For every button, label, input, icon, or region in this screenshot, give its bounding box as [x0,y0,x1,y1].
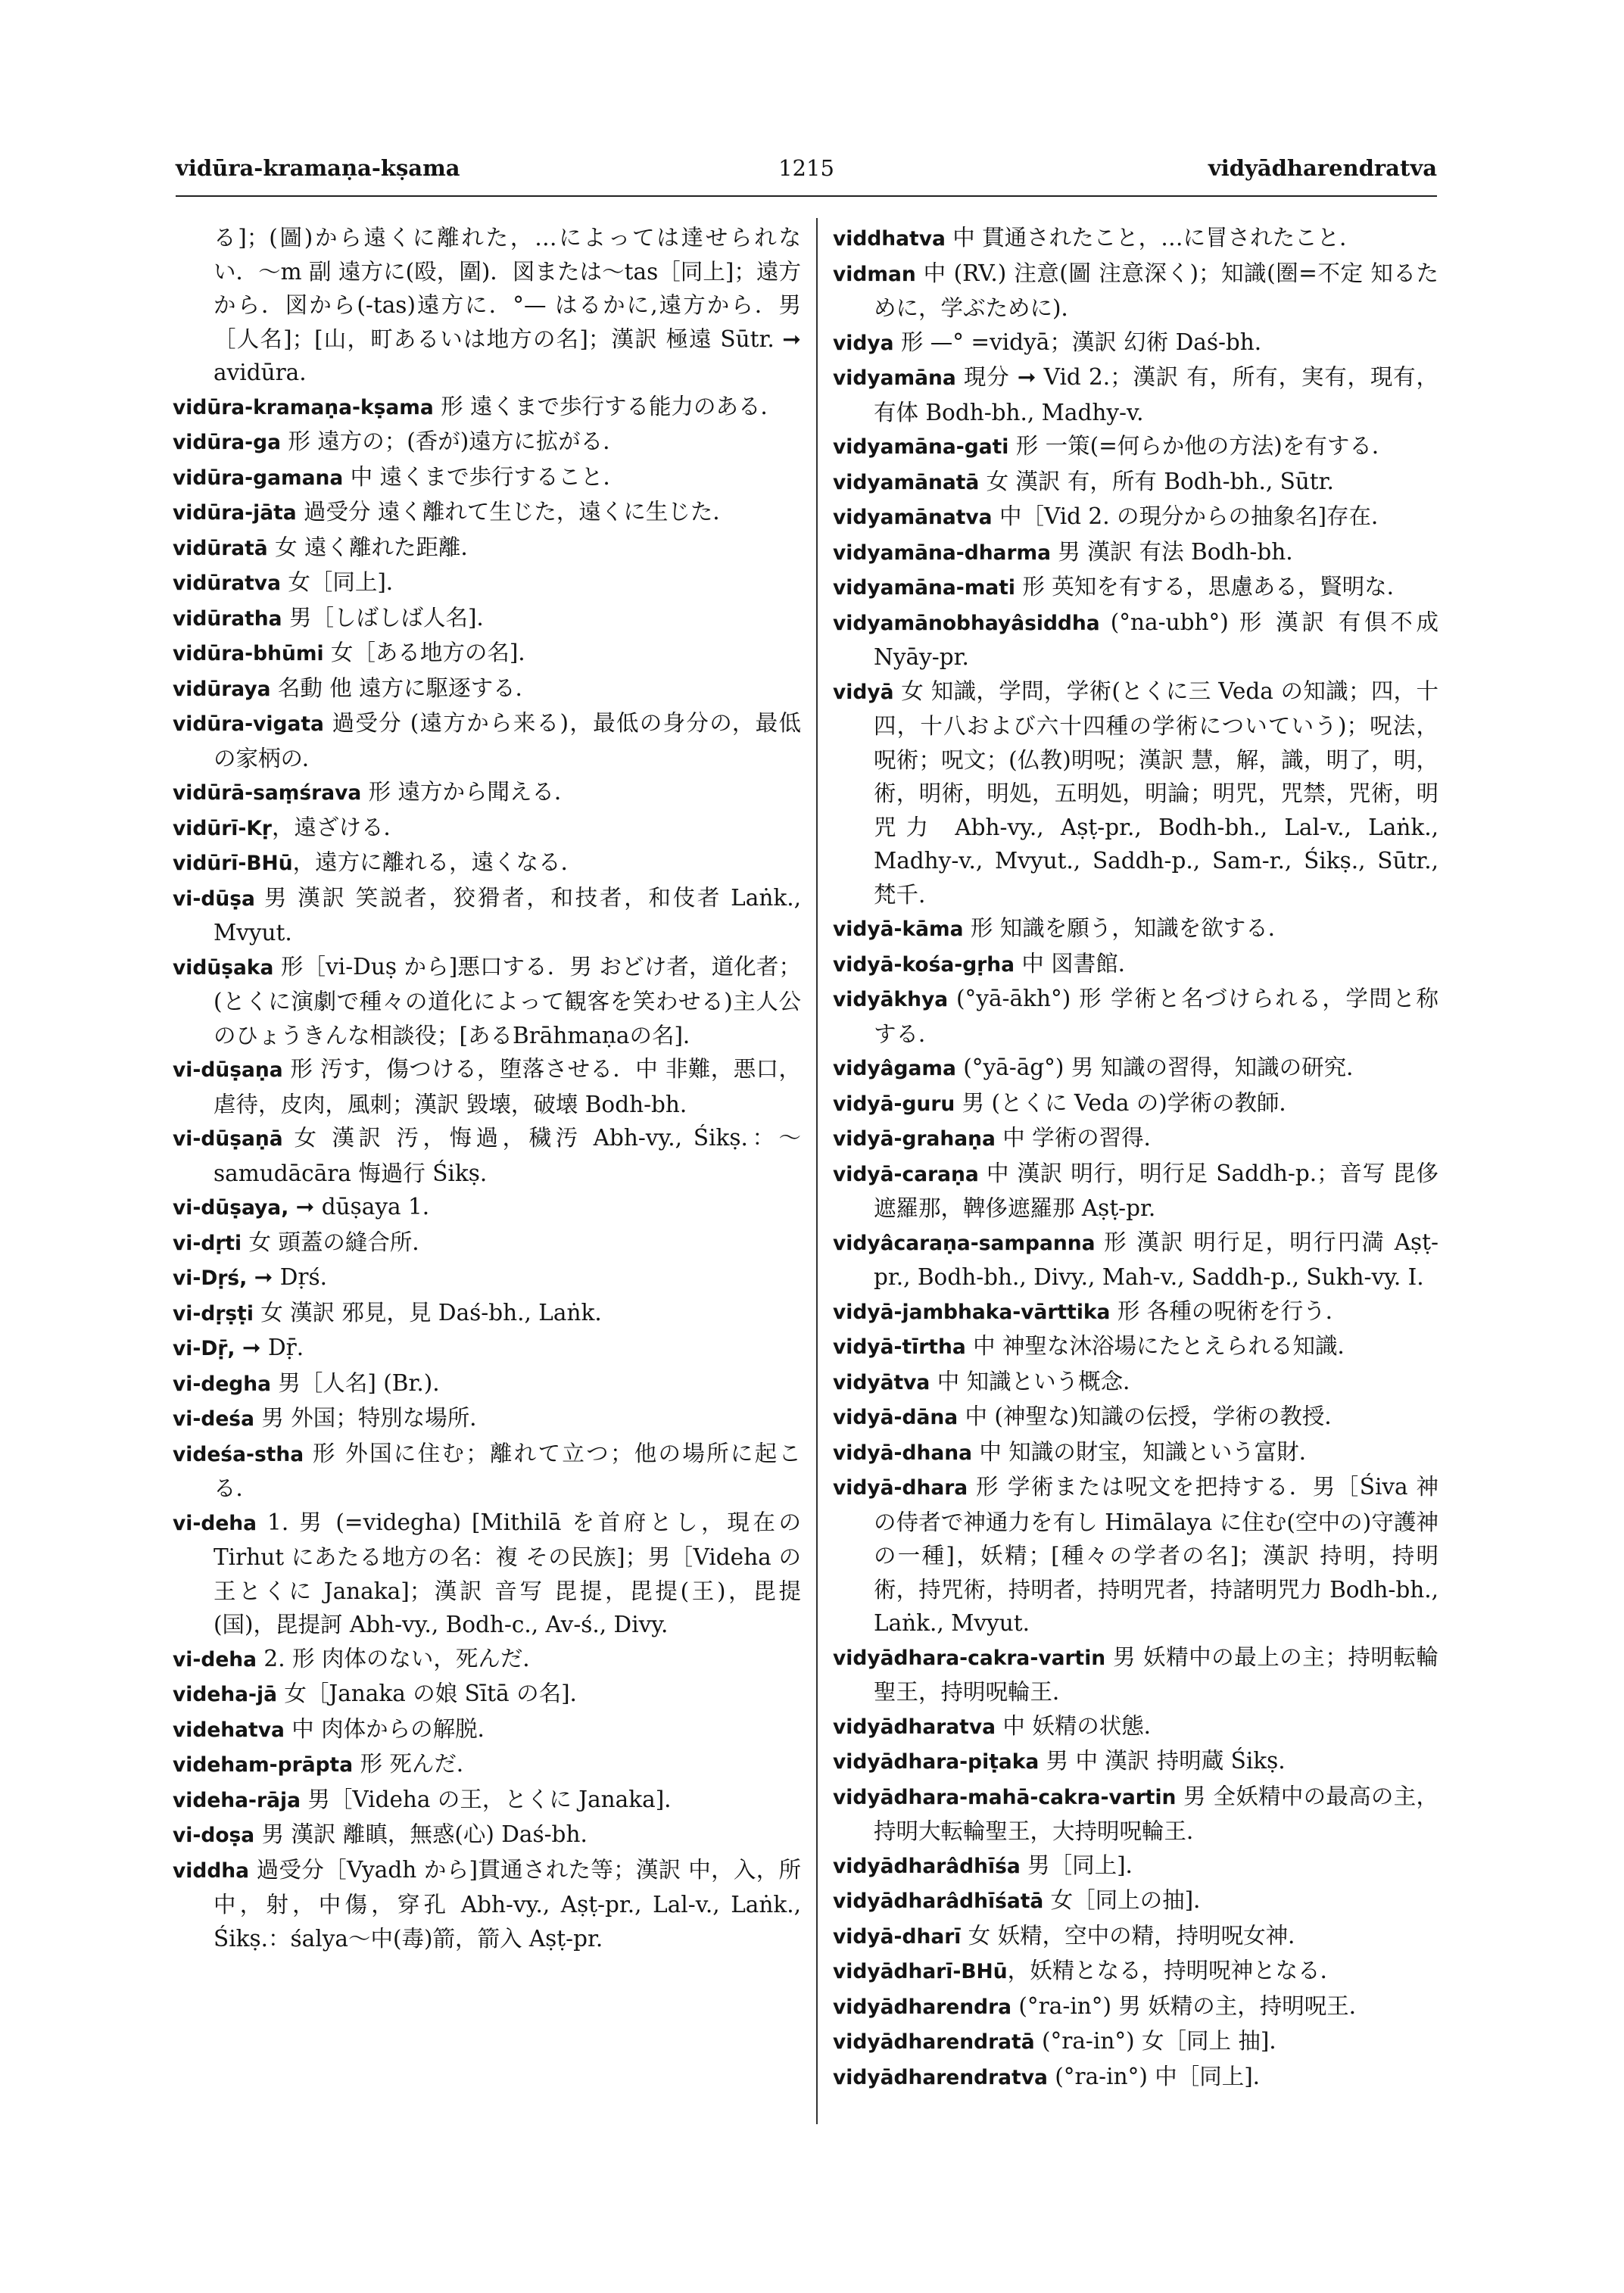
dictionary-entry [173,881,801,950]
entry-headword: vi-dūṣaṇa [173,1058,283,1082]
entry-headword: vidūratha [173,606,282,631]
entry-headword: vidyamāna-gati [833,435,1009,459]
entry-definition: 中 (RV.) 注意(圖 注意深く)；知識(圏=不定 知るために，学ぶために)． [874,260,1439,321]
entry-headword: vi-dṛṣṭi [173,1301,254,1326]
entry-headword: vidyamānobhayâsiddha [833,611,1100,635]
dictionary-entry [833,675,1439,912]
entry-definition: 形 遠くまで歩行する能力のある． [433,393,783,419]
dictionary-entry [173,1783,801,1818]
entry-headword: vi-Dṛś, [173,1266,248,1290]
entry-headword: videham-prāpta [173,1753,354,1777]
dictionary-entry [833,1157,1439,1226]
entry-headword: vidyā-guru [833,1092,955,1116]
entry-headword: vidyādharendra [833,1995,1012,2019]
entry-headword: vidyā-dharī [833,1924,962,1949]
dictionary-entry [833,1400,1439,1435]
entry-definition: 過受分 遠く離れて生じた，遠くに生じた． [296,499,735,525]
entry-headword: vidyādharatva [833,1715,996,1739]
entry-definition: 男 全妖精中の最高の主，持明大転輪聖王，大持明呪輪王． [874,1783,1439,1844]
entry-definition: 男 外国；特別な場所． [254,1405,492,1431]
dictionary-entry [833,1883,1439,1919]
entry-headword: vidyâgama [833,1057,956,1080]
entry-headword: vidyamānatva [833,506,993,529]
entry-headword: vidūra-vigata [173,712,324,736]
entry-definition: 中 知識という概念． [930,1368,1146,1394]
dictionary-entry [173,775,801,811]
entry-definition: 現分 ➞ Vid 2.；漢訳 有，所有，実有，現有，有体 Bodh-bh., Madhy-v. [874,364,1439,425]
dictionary-entry [833,360,1439,429]
entry-headword: vidūratva [173,572,281,595]
dictionary-entry [833,1470,1439,1640]
dictionary-entry [173,1677,801,1712]
entry-definition: 中 貫通されたこと，…に冒されたこと． [945,225,1362,251]
entry-headword: viddha [173,1858,250,1883]
entry-definition: ➞ dūṣaya 1. [288,1194,430,1220]
entry-definition: 形 外国に住む；離れて立つ；他の場所に起こる． [214,1440,801,1501]
dictionary-entry [173,636,801,671]
entry-headword: vi-Dṝ, [173,1337,235,1360]
entry-definition: 過受分 (遠方から来る)，最低の身分の，最低の家柄の． [214,710,801,771]
dictionary-entry [833,500,1439,535]
entry-definition: 2. 形 肉体のない，死んだ． [257,1645,545,1671]
entry-definition: 男 (とくに Veda の)学術の教師． [955,1089,1301,1116]
dictionary-entry [833,982,1439,1051]
dictionary-entry [173,425,801,460]
entry-headword: vidyātva [833,1370,930,1394]
dictionary-entry [173,495,801,531]
entry-headword: vidyā-dhara [833,1476,968,1500]
dictionary-entry [173,1366,801,1402]
entry-definition: 形［vi-Duṣ から]悪口する．男 おどけ者，道化者；(とくに演劇で種々の道化によって観客を笑わせる)主人公のひょうきんな相談役；[あるBrāhmaṇaの名]． [214,953,801,1048]
entry-definition: (°ra-in°) 中［同上]． [1047,2063,1276,2089]
dictionary-entry [173,390,801,425]
dictionary-entry [833,429,1439,465]
entry-headword: vidūrī-BHū [173,852,293,875]
dictionary-entry [833,911,1439,947]
dictionary-entry [173,1296,801,1332]
entry-headword: vi-deśa [173,1407,254,1431]
entry-headword: vidūṣaka [173,955,274,980]
entry-headword: vidyā-dāna [833,1406,959,1429]
entry-headword: vidyādharâdhīśatā [833,1890,1044,1913]
entry-definition: 形 一策(=何らか他の方法)を有する． [1008,433,1395,459]
page-header [176,155,1437,188]
dictionary-entry [173,1853,801,1956]
entry-headword: vidman [833,262,916,286]
dictionary-entry [173,706,801,775]
dictionary-entry [833,1954,1439,1989]
entry-definition: 中 (神聖な)知識の伝授，学術の教授． [958,1404,1347,1429]
entry-definition: 女 漢訳 有，所有 Bodh-bh., Sūtr. [979,468,1334,494]
dictionary-entry [833,465,1439,500]
entry-definition: (°yā-ākh°) 形 学術と名づけられる，学問と称する． [874,986,1439,1047]
dictionary-entry [833,1051,1439,1086]
entry-definition: (°ra-in°) 男 妖精の主，持明呪王． [1011,1992,1372,2019]
header-left-guide-word: vidūra-kramaṇa-kṣama [176,155,460,181]
entry-headword: vi-deha [173,1511,257,1535]
dictionary-entry [833,1989,1439,2025]
entry-definition: る]；(圖)から遠くに離れた，…によっては達せられない．〜m 副 遠方に(殴，圍)．図または〜tas［同上]；遠方から．図から(-tas)遠方に．°— はるかに,遠方から．男［人名]；[山，町あるいは地方の名]；漢訳 極遠 Sūtr. ➞ avidūra. [214,225,801,385]
entry-headword: vi-dūṣaya, [173,1196,289,1220]
entry-headword: vidūra-ga [173,431,281,454]
entry-headword: vi-doṣa [173,1824,255,1847]
entry-headword: vidyā-grahaṇa [833,1127,996,1151]
entry-definition: 女 漢訳 汚，悔過，穢汚 Abh-vy., Śikṣ.：〜samudācāra 悔過行 Śikṣ. [214,1125,801,1186]
entry-definition: 男 中 漢訳 持明蔵 Śikṣ. [1039,1748,1286,1774]
entry-definition: 男［Videha の王，とくに Janaka]． [300,1786,687,1812]
entry-definition: 中 学術の習得． [995,1125,1167,1151]
entry-definition: 中 図書館． [1015,950,1141,977]
entry-headword: vidya [833,331,894,355]
entry-headword: vidyâcaraṇa-sampanna [833,1231,1096,1255]
entry-definition: ➞ Dṛś. [247,1264,328,1290]
dictionary-entry [173,1052,801,1121]
dictionary-entry [833,221,1439,257]
dictionary-entry [173,1712,801,1748]
dictionary-entry [173,1121,801,1190]
dictionary-entry [833,1640,1439,1709]
dictionary-entry [173,531,801,566]
entry-definition: (°yā-āg°) 男 知識の習得，知識の研究． [955,1055,1369,1080]
dictionary-entry [833,570,1439,606]
entry-definition: 男［人名] (Br.). [271,1369,440,1396]
entry-headword: vidūra-bhūmi [173,642,324,665]
entry-definition: (°na-ubh°) 形 漢訳 有倶不成 Nyāy-pr. [874,609,1439,670]
dictionary-entry [173,950,801,1053]
header-right-guide-word: vidyādharendratva [1208,155,1437,181]
entry-definition: 中［Vid 2. の現分からの抽象名]存在． [992,503,1394,529]
entry-definition: 男 漢訳 笑説者，狡猾者，和技者，和伎者 Laṅk., Mvyut. [214,884,801,946]
dictionary-entry [833,1121,1439,1157]
dictionary-entry [173,221,801,390]
dictionary-entry [173,1747,801,1783]
entry-headword: vi-dūṣaṇā [173,1127,283,1151]
entry-headword: videha-rāja [173,1788,301,1812]
entry-headword: videhatva [173,1718,285,1742]
entry-headword: vidyā-kāma [833,918,964,941]
entry-headword: vidyā-kośa-gṛha [833,952,1015,977]
entry-definition: 形 —° =vidyā；漢訳 幻術 Daś-bh. [893,329,1262,355]
entry-definition: 女［同上]． [280,569,409,595]
entry-headword: vidūraya [173,677,271,701]
entry-definition: ➞ Dṝ. [235,1335,304,1360]
entry-definition: 形 遠方から聞える． [361,779,577,805]
dictionary-entry [173,565,801,601]
dictionary-entry [833,1744,1439,1780]
entry-headword: videha-jā [173,1683,278,1706]
entry-definition: 男［しばしば人名]． [282,604,499,631]
entry-definition: 中 肉体からの解脱． [284,1715,500,1742]
dictionary-entry [833,1709,1439,1745]
entry-headword: vidyamāna-dharma [833,541,1052,565]
entry-headword: vidyā-jambhaka-vārttika [833,1300,1111,1324]
entry-definition: 形 遠方の；(香が)遠方に拡がる． [281,428,625,454]
entry-definition: 中 漢訳 明行，明行足 Saddh-p.；音写 毘侈遮羅那，鞞侈遮羅那 Aṣṭ-pr. [874,1160,1439,1221]
entry-headword: vidūra-jāta [173,501,297,525]
dictionary-entry [173,1331,801,1366]
entry-headword: vidyamāna-mati [833,576,1015,600]
entry-definition: 名動 他 遠方に駆逐する． [270,675,538,701]
entry-definition: 形 漢訳 明行足，明行円満 Aṣṭ-pr., Bodh-bh., Divy., Mah-v., Saddh-p., Sukh-vy. I. [874,1229,1439,1290]
dictionary-entry [833,606,1439,675]
dictionary-entry [833,1365,1439,1400]
dictionary-entry [833,947,1439,983]
dictionary-entry [173,1226,801,1261]
entry-definition: 女［ある地方の名]． [323,640,541,665]
entry-headword: vidyādhara-mahā-cakra-vartin [833,1785,1177,1809]
entry-definition: 中 妖精の状態． [995,1712,1167,1739]
entry-headword: vidūratā [173,536,268,560]
entry-headword: vidyā-caraṇa [833,1162,979,1186]
entry-headword: videśa-stha [173,1442,304,1466]
entry-headword: vidyā [833,680,894,704]
entry-headword: vi-deha [173,1647,257,1671]
dictionary-entry [833,2024,1439,2060]
entry-headword: vidyādharâdhīśa [833,1854,1021,1878]
entry-headword: viddhatva [833,227,946,251]
entry-headword: vidyākhya [833,988,949,1011]
entry-headword: vidyamānatā [833,470,980,494]
dictionary-entry [833,1849,1439,1884]
entry-definition: 中 神聖な沐浴場にたとえられる知識． [965,1333,1360,1359]
entry-headword: vidyādharī-BHū [833,1960,1008,1983]
entry-headword: vidūra-gamana [173,466,344,490]
entry-definition: 女［同上の抽]． [1043,1887,1216,1913]
entry-definition: ，遠ざける． [271,814,406,840]
entry-definition: ，妖精となる，持明呪神となる． [1007,1958,1343,1983]
dictionary-entry [173,1401,801,1437]
dictionary-entry [833,1086,1439,1122]
dictionary-entry [833,1919,1439,1955]
entry-definition: 過受分［Vyadh から]貫通された等；漢訳 中，入，所中，射，中傷，穿孔 Abh-vy., Aṣṭ-pr., Lal-v., Laṅk., Śikṣ.：śalya〜中(毒)箭，箭入 Aṣṭ-pr. [214,1856,801,1952]
entry-definition: 形 知識を願う，知識を欲する． [963,915,1291,941]
entry-definition: 女 頭蓋の縫合所． [242,1229,435,1255]
dictionary-entry [173,1190,801,1226]
dictionary-entry [173,1437,801,1506]
entry-headword: vidyamāna [833,366,956,390]
entry-headword: vidyā-dhana [833,1441,972,1465]
entry-definition: 女 漢訳 邪見，見 Daś-bh., Laṅk. [253,1299,602,1326]
entry-headword: vi-degha [173,1372,272,1396]
entry-definition: 女 知識，学問，学術(とくに三 Veda の知識；四，十四，十八および六十四種の学術についていう)；呪法，呪術；呪文；(仏教)明呪；漢訳 慧，解，識，明了，明，術，明術，明処，五明処，明論；明咒，咒禁，咒術，明咒力 Abh-vy., Aṣṭ-pr., Bodh-bh., Lal-v., Laṅk., Madhy-v., Mvyut., Saddh-p., Sam-r., Śikṣ., Sūtr., 梵千. [874,678,1439,908]
entry-headword: vidyādhara-piṭaka [833,1750,1040,1774]
dictionary-entry [833,326,1439,361]
dictionary-entry [173,1642,801,1678]
entry-definition: 形 各種の呪術を行う． [1110,1298,1348,1324]
right-column [833,221,1439,2095]
dictionary-entry [833,1780,1439,1849]
dictionary-entry [833,1435,1439,1471]
entry-definition: 女 遠く離れた距離． [267,534,483,560]
entry-definition: 女［Janaka の娘 Sītā の名]． [277,1681,593,1706]
entry-definition: 男［同上]． [1020,1852,1149,1878]
entry-headword: vidyādharendratā [833,2030,1035,2054]
entry-definition: 形 学術または呪文を把持する．男［Śiva 神の侍者で神通力を有し Himālaya に住む(空中の)守護神の一種]，妖精；[種々の学者の名]；漢訳 持明，持明術，持咒術，持明者，持明咒者，持諸明咒力 Bodh-bh., Laṅk., Mvyut. [874,1474,1439,1636]
entry-definition: 形 死んだ． [353,1751,479,1777]
entry-definition: 中 知識の財宝，知識という富財． [971,1438,1322,1465]
dictionary-entry [173,1260,801,1296]
dictionary-entry [173,811,801,846]
column-divider [816,218,818,2124]
entry-headword: vidūra-kramaṇa-kṣama [173,395,434,419]
entry-definition: 女 妖精，空中の精，持明呪女神． [961,1922,1311,1949]
dictionary-entry [173,671,801,707]
entry-definition: 1. 男 (=videgha) [Mithilā を首府とし，現在の Tirhut にあたる地方の名：複 その民族]；男［Videha の王とくに Janaka]；漢訳 音写 毘提，毘提(王)，毘提(国)，毘提訶 Abh-vy., Bodh-c., Av-ś., Divy. [214,1509,801,1637]
dictionary-entry [173,846,801,881]
dictionary-entry [833,1329,1439,1365]
dictionary-entry [833,2060,1439,2095]
dictionary-entry [173,1506,801,1642]
entry-headword: vi-dṛti [173,1231,242,1255]
entry-definition: 男 漢訳 離瞋，無惑(心) Daś-bh. [254,1821,588,1847]
dictionary-entry [833,257,1439,326]
entry-definition: 男 漢訳 有法 Bodh-bh. [1051,538,1293,565]
left-column [173,221,801,1955]
entry-definition: 形 英知を有する，思慮ある，賢明な． [1015,574,1410,600]
entry-headword: vidyādharendratva [833,2065,1048,2089]
entry-headword: vi-dūṣa [173,886,255,911]
dictionary-entry [833,535,1439,571]
dictionary-entry [173,601,801,637]
entry-definition: 中 遠くまで歩行すること． [343,463,626,490]
entry-headword: vidūrī-Kṛ [173,816,272,840]
dictionary-entry [173,1818,801,1853]
entry-definition: 形 汚す，傷つける，堕落させる．中 非難，悪口，虐待，皮肉，風刺；漢訳 毀壊，破壊 Bodh-bh. [214,1056,801,1117]
entry-definition: ，遠方に離れる，遠くなる． [292,849,584,875]
dictionary-entry [833,1226,1439,1294]
entry-headword: vidyā-tīrtha [833,1335,966,1359]
header-rule [176,195,1437,197]
page-number: 1215 [778,155,834,181]
entry-headword: vidūrā-saṃśrava [173,781,362,805]
entry-headword: vidyādhara-cakra-vartin [833,1646,1106,1670]
entry-definition: (°ra-in°) 女［同上 抽]． [1034,2028,1292,2054]
entry-definition: 男 妖精中の最上の主；持明転輪聖王，持明呪輪王． [874,1643,1439,1705]
dictionary-entry [173,460,801,496]
dictionary-entry [833,1294,1439,1330]
